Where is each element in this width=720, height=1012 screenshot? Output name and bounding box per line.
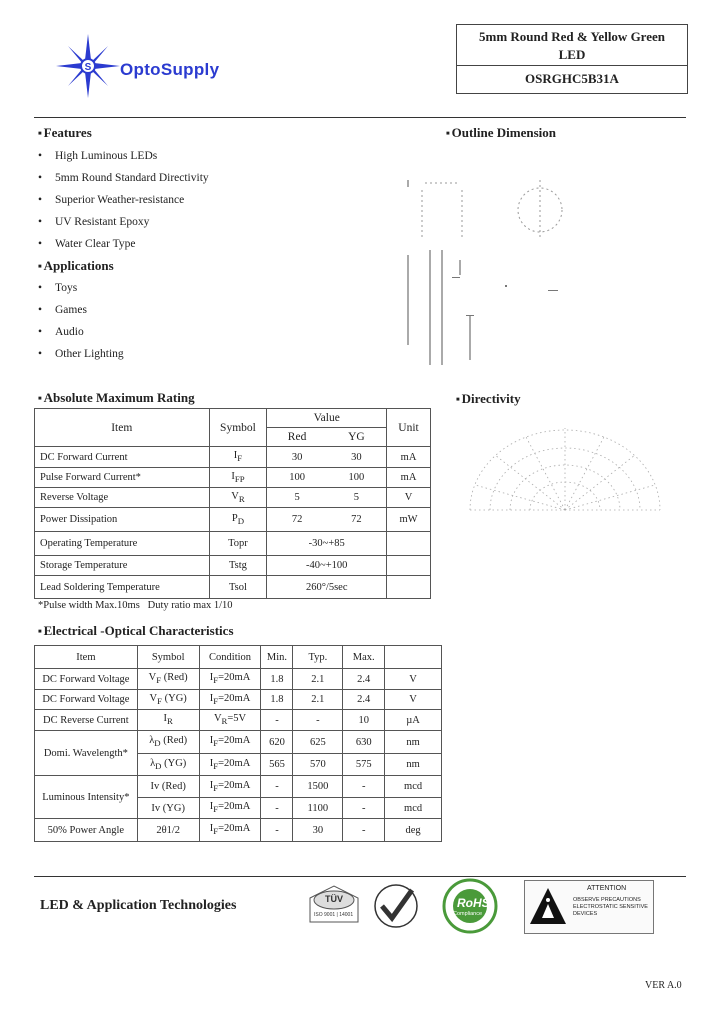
table-row: Domi. Wavelength* $\lambda_D$ (Red) $I_F=20mA$ 620 625 630 nm	[35, 731, 442, 754]
applications-list	[38, 277, 338, 365]
amr-header-item: Item	[35, 409, 210, 447]
outline-drawing	[400, 165, 580, 370]
list-item: • Superior Weather-resistance	[38, 194, 185, 206]
table-row: Iv (YG) $I_F=20mA$ - 1100 - mcd	[35, 798, 442, 819]
brand-name: OptoSupply	[120, 60, 220, 79]
product-title: 5mm Round Red & Yellow Green	[479, 29, 665, 44]
list-item: • UV Resistant Epoxy	[38, 216, 150, 228]
eoc-table	[34, 645, 442, 842]
table-row: $\lambda_D$ (YG) $I_F=20mA$ 565 570 575 nm	[35, 754, 442, 776]
footer-divider	[34, 876, 686, 877]
amr-header-yg: YG	[327, 428, 387, 447]
list-item: • 5mm Round Standard Directivity	[38, 172, 209, 184]
tuv-badge: TÜV ISO 9001 | 14001	[306, 882, 362, 928]
table-row: DC Reverse Current $I_R$ $V_R=5V$ - - 10 µA	[35, 710, 442, 731]
rohs-badge: RoHS Compliance	[437, 878, 503, 934]
optosupply-star-icon	[56, 34, 120, 98]
amr-heading: ■ Absolute Maximum Rating	[38, 390, 195, 406]
amr-table	[34, 408, 431, 599]
product-title-line2: LED	[558, 47, 586, 62]
esd-badge: ATTENTION OBSERVE PRECAUTIONS ELECTROSTATIC SENSITIVE DEVICES	[524, 880, 654, 934]
title-box	[456, 24, 688, 94]
table-row: Lead Soldering Temperature Tsol 260°/5sec	[35, 576, 431, 599]
list-item: • Other Lighting	[38, 348, 124, 360]
list-item: • Audio	[38, 326, 84, 338]
eoc-heading: ■ Electrical -Optical Characteristics	[38, 623, 234, 639]
outline-heading: ■ Outline Dimension	[446, 125, 556, 141]
features-list	[38, 145, 338, 255]
table-row: Pulse Forward Current* $I_{FP}$ 100 100 mA	[35, 468, 431, 488]
applications-heading: ■ Applications	[38, 258, 114, 274]
version-label: VER A.0	[645, 980, 682, 991]
directivity-heading: ■ Directivity	[456, 391, 521, 407]
svg-text:S: S	[84, 62, 92, 73]
checkmark-cert-icon	[370, 880, 422, 930]
table-row: Power Dissipation $P_D$ 72 72 mW	[35, 508, 431, 532]
list-item: • High Luminous LEDs	[38, 150, 158, 162]
company-name: LED & Application Technologies	[40, 898, 237, 913]
esd-warning-icon	[528, 886, 568, 926]
amr-header-red: Red	[267, 428, 327, 447]
directivity-diagram	[465, 420, 665, 520]
table-row: 50% Power Angle 2θ1/2 $I_F=20mA$ - 30 - deg	[35, 819, 442, 842]
table-row: DC Forward Voltage $V_F$ (YG) $I_F=20mA$ 1.8 2.1 2.4 V	[35, 690, 442, 710]
part-number: OSRGHC5B31A	[525, 71, 619, 86]
table-header-row: Item Symbol Condition Min. Typ. Max.	[35, 646, 442, 669]
table-row: DC Forward Current $I_F$ 30 30 mA	[35, 447, 431, 468]
amr-note: *Pulse width Max.10ms Duty ratio max 1/10	[38, 600, 233, 611]
tuv-cert-icon	[306, 882, 362, 928]
list-item: • Toys	[38, 282, 78, 294]
table-row: DC Forward Voltage $V_F$ (Red) $I_F=20mA$ 1.8 2.1 2.4 V	[35, 669, 442, 690]
table-row: Reverse Voltage $V_R$ 5 5 V	[35, 488, 431, 508]
amr-header-symbol: Symbol	[209, 409, 267, 447]
list-item: • Water Clear Type	[38, 238, 136, 250]
amr-header-unit: Unit	[387, 409, 431, 447]
amr-header-value: Value	[267, 409, 387, 428]
header-divider	[34, 117, 686, 118]
table-row: Storage Temperature Tstg -40~+100	[35, 556, 431, 576]
list-item: • Games	[38, 304, 87, 316]
brand-logo	[58, 38, 278, 98]
table-row: Luminous Intensity* Iv (Red) $I_F=20mA$ - 1500 - mcd	[35, 776, 442, 798]
features-heading: ■ Features	[38, 125, 92, 141]
table-row: Operating Temperature Topr -30~+85	[35, 532, 431, 556]
